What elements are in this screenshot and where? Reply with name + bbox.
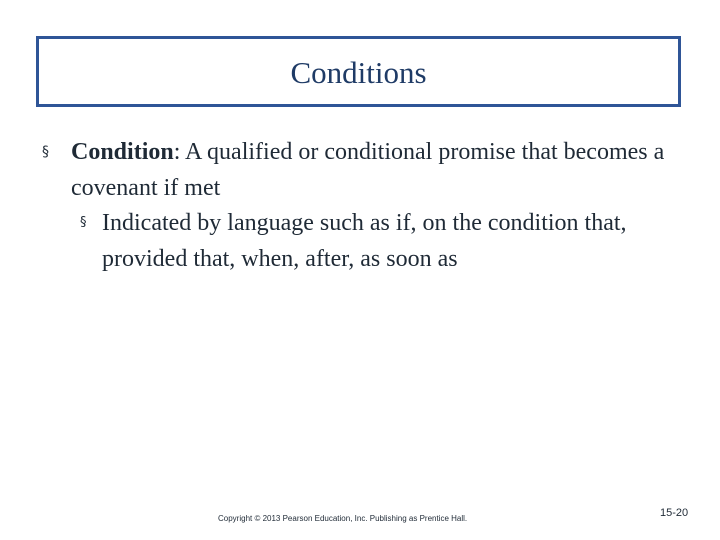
bullet-definition: : A qualified or conditional promise that becomes a covenant if met <box>71 139 665 201</box>
bullet-text <box>71 134 672 206</box>
bullet-condition <box>42 134 672 206</box>
section-bullet-icon: § <box>80 215 87 230</box>
bullet-term: Condition <box>71 139 174 165</box>
slide-title-box <box>36 36 681 107</box>
page-number: 15-20 <box>660 507 689 519</box>
slide-title: Conditions <box>290 54 427 90</box>
sub-bullet-text: Indicated by language such as if, on the condition that, provided that, when, after, as soon as <box>102 210 627 272</box>
sub-bullet-indicated-by <box>80 205 680 277</box>
section-bullet-icon: § <box>42 144 49 160</box>
footer-copyright: Copyright © 2013 Pearson Education, Inc. Publishing as Prentice Hall. <box>218 514 468 523</box>
